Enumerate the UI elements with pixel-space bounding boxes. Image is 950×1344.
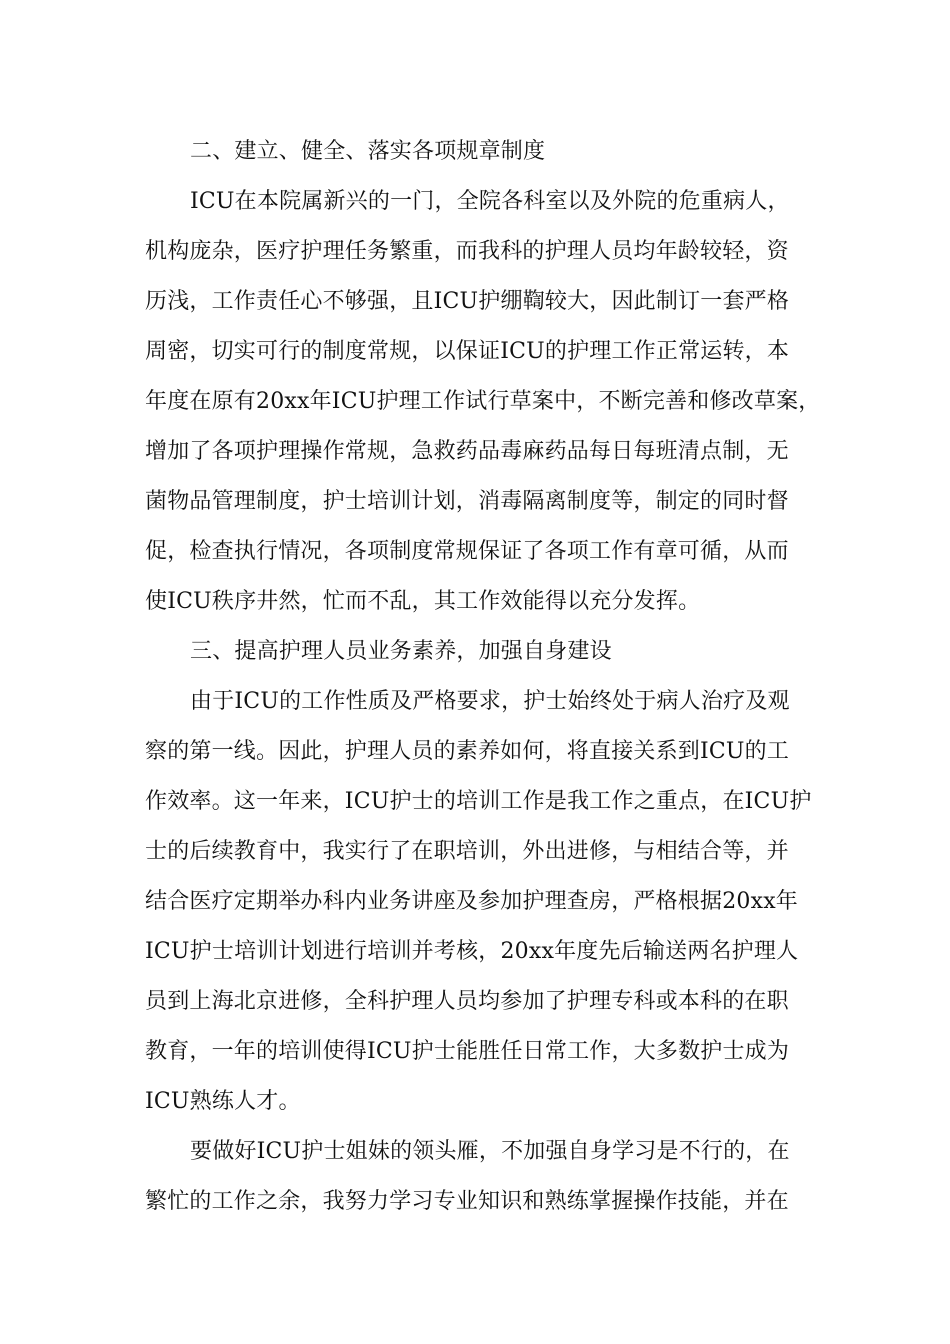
paragraph-line: 使ICU秩序井然，忙而不乱，其工作效能得以充分发挥。 (145, 589, 701, 614)
paragraph-line: 繁忙的工作之余，我努力学习专业知识和熟练掌握操作技能，并在 (145, 1189, 789, 1214)
paragraph-line: 周密，切实可行的制度常规，以保证ICU的护理工作正常运转，本 (145, 339, 790, 364)
paragraph-line: 增加了各项护理操作常规，急救药品毒麻药品每日每班清点制，无 (145, 439, 789, 464)
paragraph-line: 察的第一线。因此，护理人员的素养如何，将直接关系到ICU的工 (145, 739, 790, 764)
section-heading-2: 二、建立、健全、落实各项规章制度 (190, 139, 546, 164)
paragraph-line: 教育，一年的培训使得ICU护士能胜任日常工作，大多数护士成为 (145, 1039, 790, 1064)
paragraph-line: 士的后续教育中，我实行了在职培训，外出进修，与相结合等，并 (145, 839, 789, 864)
paragraph-line: 要做好ICU护士姐妹的领头雁，不加强自身学习是不行的，在 (190, 1139, 790, 1164)
paragraph-line: ICU熟练人才。 (145, 1089, 301, 1114)
paragraph-line: 历浅，工作责任心不够强，且ICU护绷鞫较大，因此制订一套严格 (145, 289, 790, 314)
paragraph-line: 结合医疗定期举办科内业务讲座及参加护理查房，严格根据20xx年 (145, 889, 799, 914)
paragraph-line: ICU护士培训计划进行培训并考核，20xx年度先后输送两名护理人 (145, 939, 799, 964)
section-heading-3: 三、提高护理人员业务素养，加强自身建设 (190, 639, 612, 664)
paragraph-line: 年度在原有20xx年ICU护理工作试行草案中，不断完善和修改草案， (145, 389, 821, 414)
paragraph-line: ICU在本院属新兴的一门，全院各科室以及外院的危重病人， (190, 189, 790, 214)
paragraph-line: 作效率。这一年来，ICU护士的培训工作是我工作之重点，在ICU护 (145, 789, 812, 814)
paragraph-line: 员到上海北京进修，全科护理人员均参加了护理专科或本科的在职 (145, 989, 789, 1014)
paragraph-line: 机构庞杂，医疗护理任务繁重，而我科的护理人员均年龄较轻，资 (145, 239, 789, 264)
paragraph-line: 菌物品管理制度，护士培训计划，消毒隔离制度等，制定的同时督 (145, 489, 789, 514)
paragraph-line: 促，检查执行情况，各项制度常规保证了各项工作有章可循，从而 (145, 539, 789, 564)
paragraph-line: 由于ICU的工作性质及严格要求，护士始终处于病人治疗及观 (190, 689, 790, 714)
